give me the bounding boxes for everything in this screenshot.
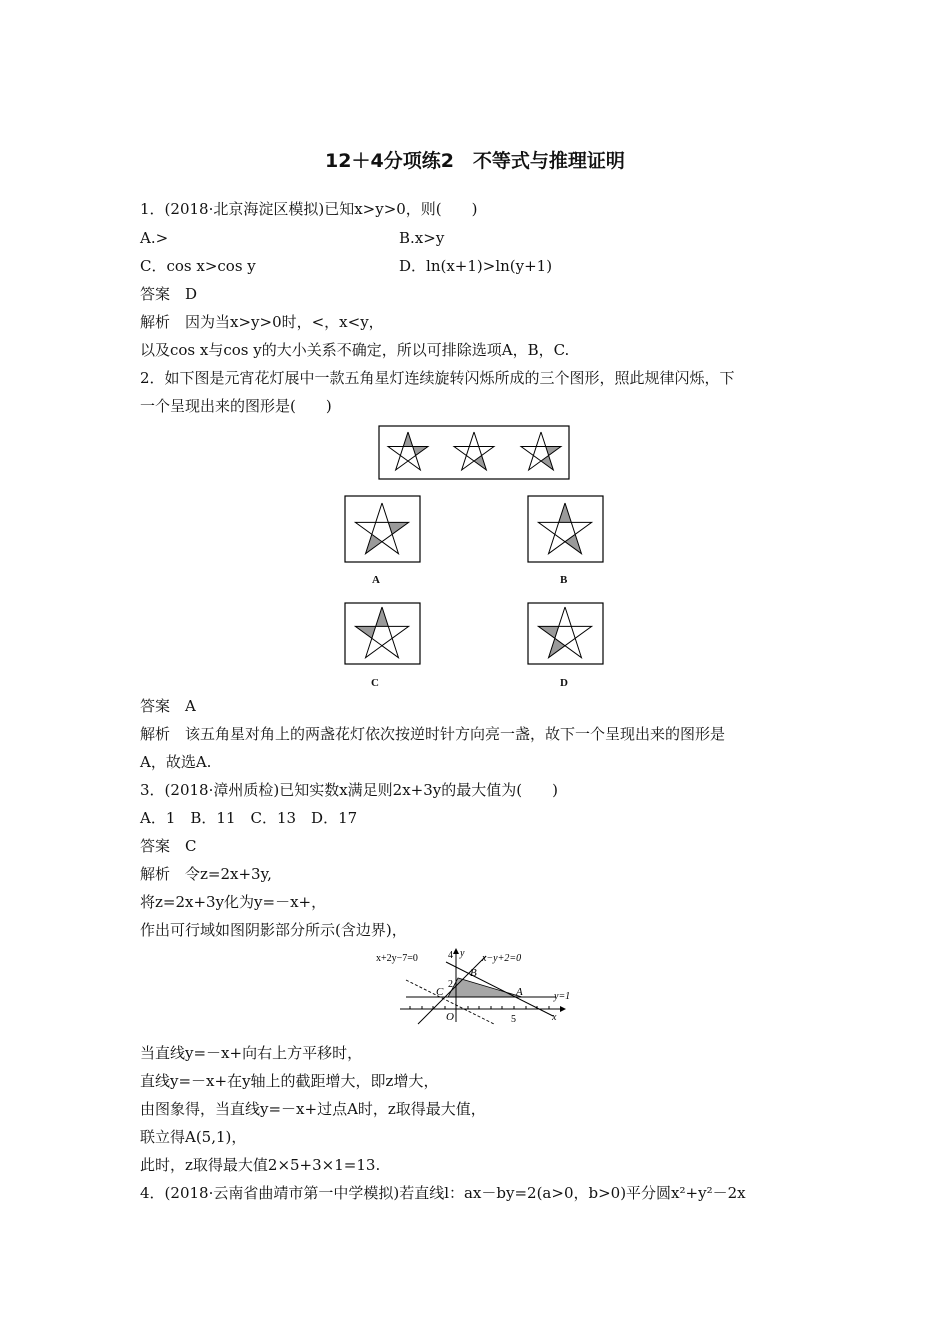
page-title: 12＋4分项练2 不等式与推理证明 bbox=[325, 150, 625, 172]
option-a-label: A bbox=[372, 574, 380, 586]
label-tick-2: 2 bbox=[448, 979, 453, 990]
q1-explanation-2: 以及cos x与cos y的大小关系不确定，所以可排除选项A，B，C. bbox=[140, 341, 570, 359]
q2-stem-1: 2．如下图是元宵花灯展中一款五角星灯连续旋转闪烁所成的三个图形，照此规律闪烁，下 bbox=[140, 369, 735, 387]
option-b-figure bbox=[527, 495, 604, 563]
label-point-a: A bbox=[516, 986, 523, 998]
y-axis-arrow bbox=[453, 948, 459, 954]
star-outline bbox=[538, 607, 591, 658]
label-x-axis: x bbox=[552, 1012, 557, 1023]
star-sequence-3 bbox=[521, 432, 561, 470]
q3-explanation-8: 此时，z取得最大值2×5+3×1=13. bbox=[140, 1156, 381, 1174]
label-origin: O bbox=[446, 1011, 454, 1023]
star-sequence-1 bbox=[388, 432, 428, 470]
q3-answer: 答案 C bbox=[140, 837, 197, 855]
q3-explanation-1: 解析 令z=2x+3y, bbox=[140, 865, 272, 883]
label-line-x-minus-y: x−y+2=0 bbox=[482, 953, 522, 964]
q2-explanation-2: A，故选A. bbox=[140, 753, 212, 771]
option-a-figure bbox=[344, 495, 421, 563]
q1-answer: 答案 D bbox=[140, 285, 198, 303]
option-c-label: C bbox=[371, 677, 379, 689]
q1-option-c: C．cos x>cos y bbox=[140, 257, 256, 275]
option-d-star bbox=[538, 607, 591, 658]
q3-explanation-3: 作出可行域如图阴影部分所示(含边界)， bbox=[140, 921, 407, 939]
feasible-region-graph bbox=[370, 944, 570, 1026]
star-tip-shade bbox=[559, 503, 572, 522]
option-b-label: B bbox=[560, 574, 568, 586]
q2-stem-2: 一个呈现出来的图形是( ) bbox=[140, 397, 332, 415]
star-tip-shade bbox=[403, 432, 412, 447]
q4-stem: 4．(2018·云南省曲靖市第一中学模拟)若直线l：ax－by=2(a>0，b>0)平分圆x²+y²－2x bbox=[140, 1184, 746, 1202]
option-b-star bbox=[538, 503, 591, 554]
q3-explanation-5: 直线y=－x+在y轴上的截距增大，即z增大， bbox=[140, 1072, 439, 1090]
q3-stem: 3．(2018·漳州质检)已知实数x满足则2x+3y的最大值为( ) bbox=[140, 781, 558, 799]
star-outline bbox=[355, 503, 408, 554]
q3-explanation-6: 由图象得，当直线y=－x+过点A时，z取得最大值， bbox=[140, 1100, 486, 1118]
star-sequence-2 bbox=[454, 432, 494, 470]
q3-options: A．1 B．11 C．13 D．17 bbox=[140, 809, 358, 827]
label-point-c: C bbox=[436, 986, 444, 998]
q2-explanation-1: 解析 该五角星对角上的两盏花灯依次按逆时针方向亮一盏，故下一个呈现出来的图形是 bbox=[140, 725, 726, 743]
label-tick-5: 5 bbox=[511, 1014, 516, 1025]
option-d-label: D bbox=[560, 677, 568, 689]
star-outline bbox=[454, 432, 494, 470]
feasible-region-shade bbox=[448, 978, 522, 997]
q3-explanation-2: 将z=2x+3y化为y=－x+， bbox=[140, 893, 327, 911]
q3-explanation-7: 联立得A(5,1)， bbox=[140, 1128, 247, 1146]
q3-explanation-4: 当直线y=－x+向右上方平移时， bbox=[140, 1044, 363, 1062]
label-y-axis: y bbox=[460, 948, 465, 959]
option-c-star bbox=[355, 607, 408, 658]
label-point-b: B bbox=[470, 967, 477, 979]
star-outline bbox=[521, 432, 561, 470]
q2-answer: 答案 A bbox=[140, 697, 196, 715]
q1-explanation-1: 解析 因为当x>y>0时，<，x<y， bbox=[140, 313, 384, 331]
label-y-equals-1: y=1 bbox=[554, 991, 570, 1002]
option-d-figure bbox=[527, 602, 604, 665]
x-axis-arrow bbox=[560, 1006, 566, 1012]
q1-stem: 1．(2018·北京海淀区模拟)已知x>y>0，则( ) bbox=[140, 200, 478, 218]
option-c-figure bbox=[344, 602, 421, 665]
option-a-star bbox=[355, 503, 408, 554]
star-tip-shade bbox=[376, 607, 389, 626]
label-line-x-plus-2y: x+2y−7=0 bbox=[376, 953, 418, 964]
label-tick-4: 4 bbox=[448, 950, 453, 961]
star-sequence-figure bbox=[378, 425, 571, 481]
q1-option-b: B.x>y bbox=[399, 229, 445, 247]
q1-option-d: D．ln(x+1)>ln(y+1) bbox=[399, 257, 553, 275]
q1-option-a: A.> bbox=[140, 229, 169, 247]
